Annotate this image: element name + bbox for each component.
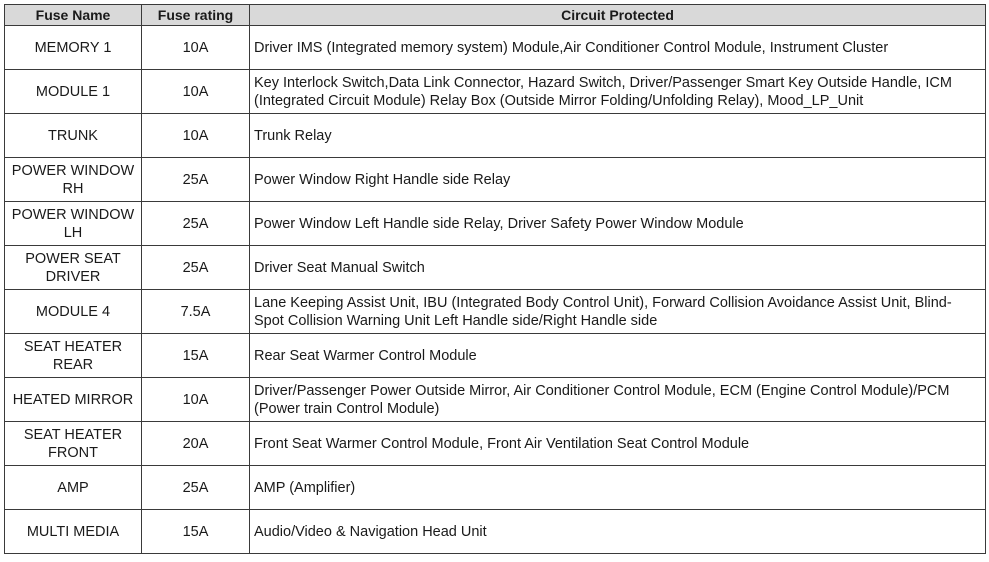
fuse-table-body bbox=[5, 26, 986, 554]
fuse-rating-cell: 25A bbox=[142, 466, 250, 510]
circuit-cell: AMP (Amplifier) bbox=[250, 466, 986, 510]
fuse-name-cell: POWER WINDOW RH bbox=[5, 158, 142, 202]
fuse-name-cell: TRUNK bbox=[5, 114, 142, 158]
fuse-rating-cell: 25A bbox=[142, 158, 250, 202]
fuse-rating-cell: 10A bbox=[142, 70, 250, 114]
table-row bbox=[5, 246, 986, 290]
circuit-cell: Power Window Left Handle side Relay, Driver Safety Power Window Module bbox=[250, 202, 986, 246]
table-row bbox=[5, 202, 986, 246]
fuse-rating-cell: 15A bbox=[142, 334, 250, 378]
fuse-name-cell: POWER SEAT DRIVER bbox=[5, 246, 142, 290]
circuit-cell: Driver Seat Manual Switch bbox=[250, 246, 986, 290]
table-row bbox=[5, 290, 986, 334]
table-row bbox=[5, 158, 986, 202]
circuit-cell: Driver/Passenger Power Outside Mirror, Air Conditioner Control Module, ECM (Engine Control Module)/PCM (Power train Control Module) bbox=[250, 378, 986, 422]
fuse-rating-cell: 10A bbox=[142, 378, 250, 422]
fuse-rating-cell: 15A bbox=[142, 510, 250, 554]
table-row bbox=[5, 70, 986, 114]
fuse-name-cell: MULTI MEDIA bbox=[5, 510, 142, 554]
circuit-cell: Rear Seat Warmer Control Module bbox=[250, 334, 986, 378]
fuse-name-cell: AMP bbox=[5, 466, 142, 510]
fuse-rating-cell: 7.5A bbox=[142, 290, 250, 334]
header-row bbox=[5, 5, 986, 26]
table-row bbox=[5, 378, 986, 422]
table-row bbox=[5, 26, 986, 70]
fuse-table-container bbox=[4, 4, 985, 554]
header-circuit-protected: Circuit Protected bbox=[250, 5, 986, 26]
fuse-table-header bbox=[5, 5, 986, 26]
fuse-name-cell: POWER WINDOW LH bbox=[5, 202, 142, 246]
circuit-cell: Driver IMS (Integrated memory system) Module,Air Conditioner Control Module, Instrument Cluster bbox=[250, 26, 986, 70]
table-row bbox=[5, 466, 986, 510]
circuit-cell: Audio/Video & Navigation Head Unit bbox=[250, 510, 986, 554]
fuse-name-cell: MODULE 1 bbox=[5, 70, 142, 114]
fuse-name-cell: MODULE 4 bbox=[5, 290, 142, 334]
header-fuse-rating: Fuse rating bbox=[142, 5, 250, 26]
fuse-rating-cell: 25A bbox=[142, 246, 250, 290]
table-row bbox=[5, 510, 986, 554]
circuit-cell: Key Interlock Switch,Data Link Connector, Hazard Switch, Driver/Passenger Smart Key Outside Handle, ICM (Integrated Circuit Module) Relay Box (Outside Mirror Folding/Unfolding Relay), Mood_LP_Unit bbox=[250, 70, 986, 114]
circuit-cell: Power Window Right Handle side Relay bbox=[250, 158, 986, 202]
fuse-name-cell: HEATED MIRROR bbox=[5, 378, 142, 422]
table-row bbox=[5, 114, 986, 158]
table-row bbox=[5, 334, 986, 378]
fuse-name-cell: MEMORY 1 bbox=[5, 26, 142, 70]
fuse-name-cell: SEAT HEATER REAR bbox=[5, 334, 142, 378]
circuit-cell: Front Seat Warmer Control Module, Front Air Ventilation Seat Control Module bbox=[250, 422, 986, 466]
fuse-rating-cell: 10A bbox=[142, 114, 250, 158]
circuit-cell: Lane Keeping Assist Unit, IBU (Integrated Body Control Unit), Forward Collision Avoidance Assist Unit, Blind-Spot Collision Warning Unit Left Handle side/Right Handle side bbox=[250, 290, 986, 334]
circuit-cell: Trunk Relay bbox=[250, 114, 986, 158]
fuse-table bbox=[4, 4, 986, 554]
fuse-rating-cell: 25A bbox=[142, 202, 250, 246]
table-row bbox=[5, 422, 986, 466]
header-fuse-name: Fuse Name bbox=[5, 5, 142, 26]
fuse-rating-cell: 20A bbox=[142, 422, 250, 466]
fuse-rating-cell: 10A bbox=[142, 26, 250, 70]
fuse-name-cell: SEAT HEATER FRONT bbox=[5, 422, 142, 466]
